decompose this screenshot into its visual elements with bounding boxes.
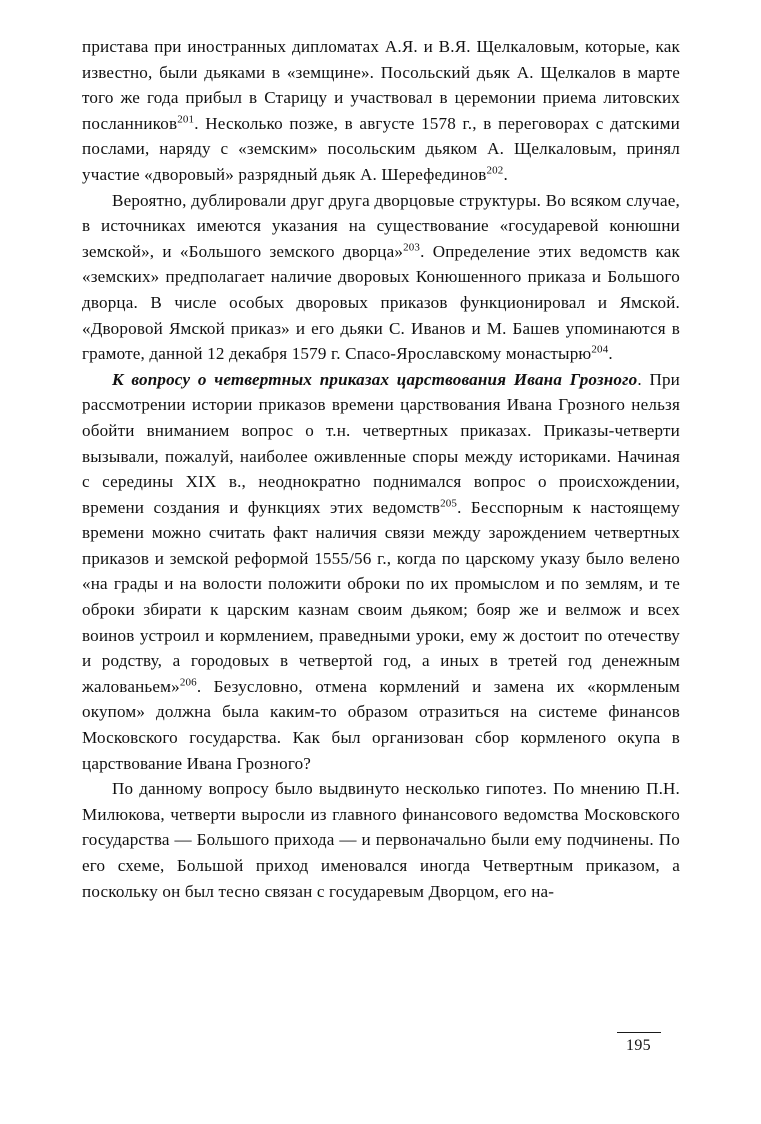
paragraph-3-text-3: . Безусловно, отмена кормлений и замена их «кормленым окупом» должна была каким-то образом отразиться на системе финансов Московского государства. Как был организован сбор кормленого окупа в царствование Ивана Грозного? <box>82 676 680 773</box>
paragraph-2-text: Вероятно, дублировали друг друга дворцовые структуры. Во всяком случае, в источниках имеются указания на существование «государевой конюшни земской», и «Большого земского дворца» <box>82 190 680 261</box>
paragraph-3-text-2: . Бесспорным к настоящему времени можно считать факт наличия связи между зарождением четвертных приказов и земской реформой 1555/56 г., когда по царскому указу было велено «на грады и на волости положити оброки по их промыслом и по землям, и те оброки збирати к царским казнам своим дьяком; бояр же и велмож и всех воинов устроил и кормлением, праведными уроки, ему ж достоит по отечеству и родству, а городовых в четвертой год, а иных в третей год денежным жалованьем» <box>82 497 680 696</box>
paragraph-4-text: По данному вопросу было выдвинуто несколько гипотез. По мнению П.Н. Милюкова, четверти выросли из главного финансового ведомства Московского государства — Большого прихода — и первоначально были ему подчинены. По его схеме, Большой приход именовался иногда Четвертным приказом, а поскольку он был тесно связан с государевым Дворцом, его на- <box>82 779 680 901</box>
footnote-ref-205: 205 <box>440 497 458 509</box>
folio-rule <box>617 1032 661 1033</box>
folio-wrapper <box>617 1032 661 1055</box>
paragraph-1-text: пристава при иностранных дипломатах А.Я. и В.Я. Щелкаловым, которые, как известно, были дьяками в «земщине». Посольский дьяк А. Щелкалов в марте того же года прибыл в Старицу и участвовал в церемонии приема литовских посланников <box>82 37 680 133</box>
body-text-column <box>82 34 680 904</box>
paragraph-1 <box>82 34 680 188</box>
footnote-ref-202: 202 <box>486 164 504 177</box>
paragraph-3-text: . При рассмотрении истории приказов времени царствования Ивана Грозного нельзя обойти вниманием вопрос о т.н. четвертных приказах. Приказы-четверти вызывали, пожалуй, наиболее оживленные споры между историками. Начиная с середины XIX в., неоднократно поднимался вопрос о происхождении, времени создания и функциях этих ведомств <box>82 369 680 517</box>
paragraph-2-text-3: . <box>608 344 613 364</box>
page-number: 195 <box>626 1037 651 1054</box>
footnote-ref-204: 204 <box>591 343 609 356</box>
paragraph-2-text-2: . Определение этих ведомств как «земских» предполагает наличие дворовых Конюшенного приказа и Большого дворца. В числе особых дворовых приказов функционировал и Ямской. «Дворовой Ямской приказ» и его дьяки С. Иванов и М. Башев упоминаются в грамоте, данной 12 декабря 1579 г. Спасо-Ярославскому монастырю <box>82 241 680 364</box>
footnote-ref-201: 201 <box>177 113 195 126</box>
paragraph-4 <box>82 776 680 904</box>
section-runhead: К вопросу о четвертных приказах царствования Ивана Грозного <box>112 369 638 389</box>
footnote-ref-203: 203 <box>403 241 421 254</box>
page-footer <box>0 1032 761 1055</box>
paragraph-1-text-2: . Несколько позже, в августе 1578 г., в переговорах с датскими послами, наряду с «земским» посольским дьяком А. Щелкаловым, принял участие «дворовый» разрядный дьяк А. Шерефединов <box>82 113 680 184</box>
paragraph-1-text-3: . <box>503 164 508 184</box>
paragraph-2 <box>82 188 680 367</box>
paragraph-3 <box>82 367 680 777</box>
footnote-ref-206: 206 <box>179 676 197 689</box>
